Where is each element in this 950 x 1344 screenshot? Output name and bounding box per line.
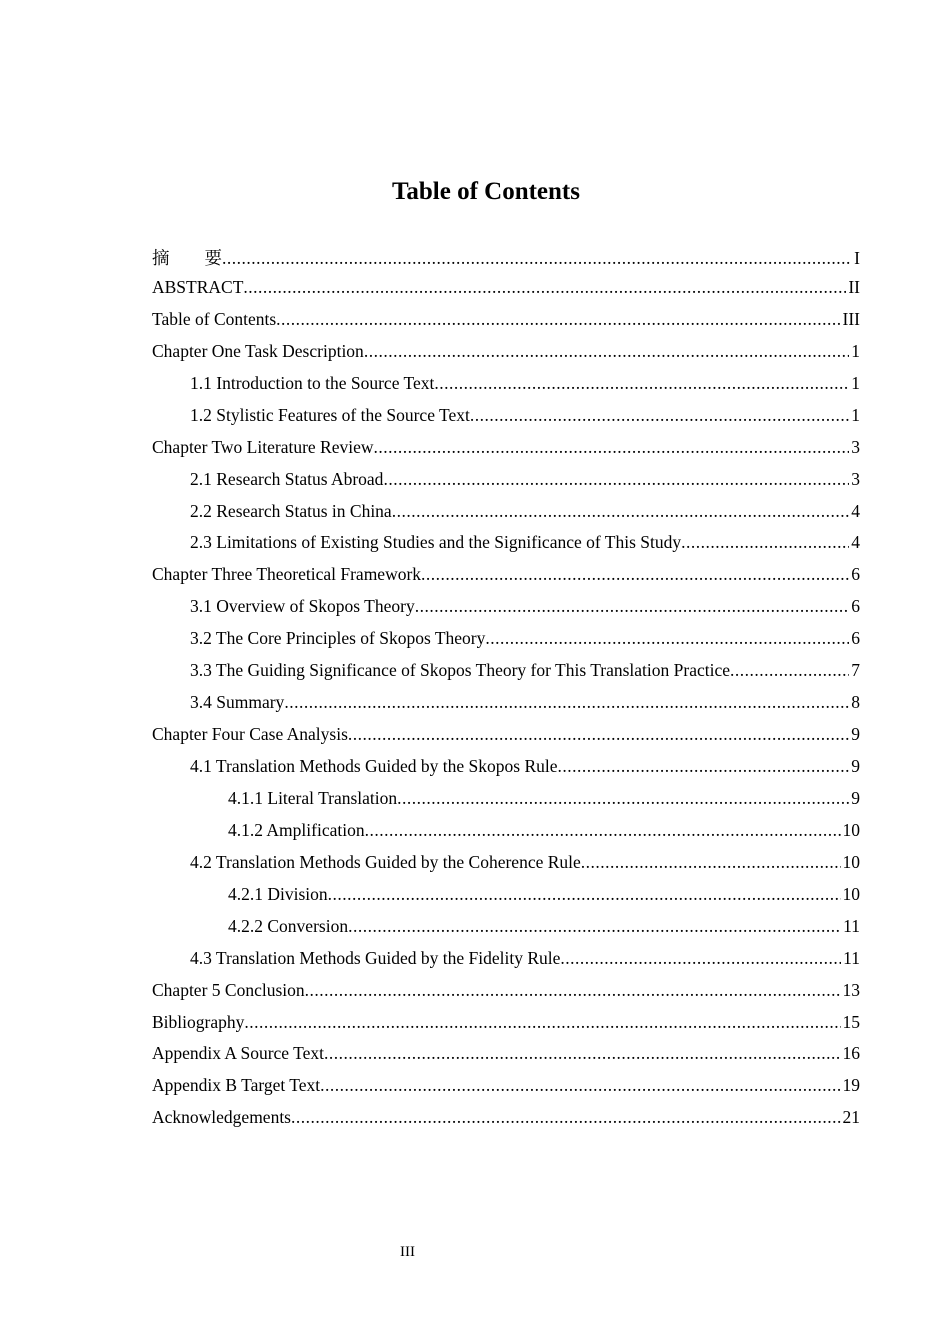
- dot-leader: [730, 660, 849, 681]
- toc-entry-page: 9: [851, 787, 860, 808]
- toc-entry-label: Chapter 5 Conclusion: [152, 979, 305, 1000]
- toc-entry[interactable]: [152, 1107, 860, 1139]
- toc-entry-label: 4.2 Translation Methods Guided by the Coherence Rule: [190, 851, 581, 872]
- dot-leader: [320, 1075, 840, 1096]
- toc-entry[interactable]: [152, 341, 860, 373]
- dot-leader: [243, 277, 846, 298]
- dot-leader: [222, 248, 852, 269]
- dot-leader: [470, 405, 849, 426]
- dot-leader: [560, 948, 841, 969]
- toc-entry-page: I: [854, 248, 860, 268]
- toc-entry-label: Chapter Three Theoretical Framework: [152, 564, 422, 585]
- dot-leader: [348, 916, 841, 937]
- toc-entry-page: 10: [842, 851, 860, 872]
- toc-entry-label: Acknowledgements: [152, 1107, 291, 1128]
- toc-entry-page: 4: [851, 500, 860, 521]
- toc-entry-page: 10: [842, 819, 860, 840]
- toc-entry[interactable]: [152, 405, 860, 437]
- toc-entry-page: 9: [851, 756, 860, 776]
- toc-entry-page: 9: [851, 724, 860, 745]
- toc-entry[interactable]: [152, 788, 860, 820]
- dot-leader: [328, 884, 841, 905]
- toc-entry-label: 1.1 Introduction to the Source Text: [190, 372, 435, 393]
- toc-entry-label: 2.3 Limitations of Existing Studies and the Significance of This Study: [190, 532, 682, 553]
- toc-entry-label: 摘 要: [152, 248, 222, 268]
- toc-entry-label: Chapter One Task Description: [152, 340, 364, 361]
- toc-entry-page: 8: [851, 692, 860, 713]
- toc-entry-page: 1: [851, 340, 860, 361]
- toc-entry[interactable]: [152, 373, 860, 405]
- dot-leader: [284, 692, 849, 713]
- toc-entry-page: 6: [851, 628, 860, 649]
- toc-entry-label: 4.1.2 Amplification: [228, 819, 365, 840]
- dot-leader: [348, 724, 849, 745]
- toc-entry-page: II: [848, 276, 860, 297]
- toc-entry-label: 1.2 Stylistic Features of the Source Text: [190, 404, 470, 425]
- dot-leader: [374, 437, 850, 458]
- toc-entry-page: 1: [851, 372, 860, 393]
- toc-list: [152, 245, 860, 1139]
- toc-entry-label: ABSTRACT: [152, 276, 244, 297]
- toc-entry-label: Appendix B Target Text: [152, 1075, 321, 1096]
- dot-leader: [365, 820, 841, 841]
- toc-entry-page: 11: [843, 947, 860, 968]
- toc-entry-label: 4.2.2 Conversion: [228, 915, 349, 936]
- toc-entry[interactable]: [152, 692, 860, 724]
- dot-leader: [434, 373, 849, 394]
- dot-leader: [581, 852, 841, 873]
- dot-leader: [415, 596, 850, 617]
- toc-entry-label: Appendix A Source Text: [152, 1043, 324, 1064]
- dot-leader: [681, 532, 849, 553]
- toc-entry-label: Chapter Two Literature Review: [152, 436, 374, 457]
- dot-leader: [305, 980, 841, 1001]
- toc-entry-page: 11: [843, 915, 860, 936]
- toc-entry-page: 16: [842, 1043, 860, 1064]
- toc-entry-label: 4.1.1 Literal Translation: [228, 787, 398, 808]
- toc-entry-page: 6: [851, 564, 860, 585]
- toc-entry-label: 2.1 Research Status Abroad: [190, 468, 384, 489]
- dot-leader: [485, 628, 849, 649]
- toc-entry-page: 3: [851, 436, 860, 457]
- toc-entry[interactable]: [152, 309, 860, 341]
- toc-entry-label: 3.2 The Core Principles of Skopos Theory: [190, 628, 486, 649]
- toc-entry-label: Table of Contents: [152, 308, 277, 329]
- dot-leader: [244, 1012, 840, 1033]
- toc-entry[interactable]: [152, 501, 860, 533]
- toc-entry-page: III: [842, 308, 860, 329]
- toc-title: Table of Contents: [392, 178, 580, 205]
- toc-entry-page: 7: [851, 660, 860, 681]
- toc-entry[interactable]: [152, 820, 860, 852]
- toc-entry-label: 3.4 Summary: [190, 692, 285, 713]
- page-number-footer: III: [400, 1244, 415, 1260]
- toc-entry[interactable]: [152, 1012, 860, 1044]
- dot-leader: [291, 1107, 841, 1128]
- toc-entry[interactable]: [152, 980, 860, 1012]
- toc-entry[interactable]: [152, 245, 860, 277]
- toc-entry-label: 3.1 Overview of Skopos Theory: [190, 596, 415, 617]
- toc-entry[interactable]: [152, 724, 860, 756]
- dot-leader: [558, 756, 850, 777]
- toc-entry[interactable]: [152, 948, 860, 980]
- dot-leader: [276, 309, 840, 330]
- toc-entry[interactable]: [152, 1043, 860, 1075]
- toc-entry[interactable]: [152, 596, 860, 628]
- dot-leader: [392, 501, 850, 522]
- toc-entry-label: Bibliography: [152, 1011, 245, 1032]
- toc-entry-page: 3: [851, 468, 860, 489]
- toc-entry[interactable]: [152, 884, 860, 916]
- toc-entry-label: 4.1 Translation Methods Guided by the Skopos Rule: [190, 756, 558, 776]
- toc-entry[interactable]: [152, 660, 860, 692]
- toc-entry-page: 6: [851, 596, 860, 617]
- toc-entry[interactable]: [152, 277, 860, 309]
- toc-entry[interactable]: [152, 1075, 860, 1107]
- toc-entry[interactable]: [152, 437, 860, 469]
- toc-entry[interactable]: [152, 916, 860, 948]
- toc-entry-label: 4.3 Translation Methods Guided by the Fidelity Rule: [190, 947, 561, 968]
- dot-leader: [383, 469, 849, 490]
- toc-entry[interactable]: [152, 469, 860, 501]
- toc-entry[interactable]: [152, 756, 860, 788]
- dot-leader: [421, 564, 849, 585]
- toc-entry-page: 1: [851, 404, 860, 425]
- toc-entry-label: 3.3 The Guiding Significance of Skopos Theory for This Translation Practice: [190, 660, 731, 681]
- toc-entry-page: 13: [842, 979, 860, 1000]
- dot-leader: [397, 788, 849, 809]
- dot-leader: [364, 341, 849, 362]
- toc-entry[interactable]: [152, 532, 860, 564]
- toc-entry[interactable]: [152, 628, 860, 660]
- dot-leader: [324, 1043, 841, 1064]
- toc-entry-page: 4: [851, 532, 860, 553]
- toc-entry-label: 2.2 Research Status in China: [190, 500, 392, 521]
- toc-entry-page: 21: [842, 1107, 860, 1128]
- toc-entry-page: 15: [842, 1011, 860, 1032]
- toc-entry[interactable]: [152, 564, 860, 596]
- toc-entry-label: 4.2.1 Division: [228, 883, 328, 904]
- toc-entry-page: 10: [842, 883, 860, 904]
- toc-entry-label: Chapter Four Case Analysis: [152, 724, 348, 745]
- toc-entry-page: 19: [842, 1075, 860, 1096]
- toc-entry[interactable]: [152, 852, 860, 884]
